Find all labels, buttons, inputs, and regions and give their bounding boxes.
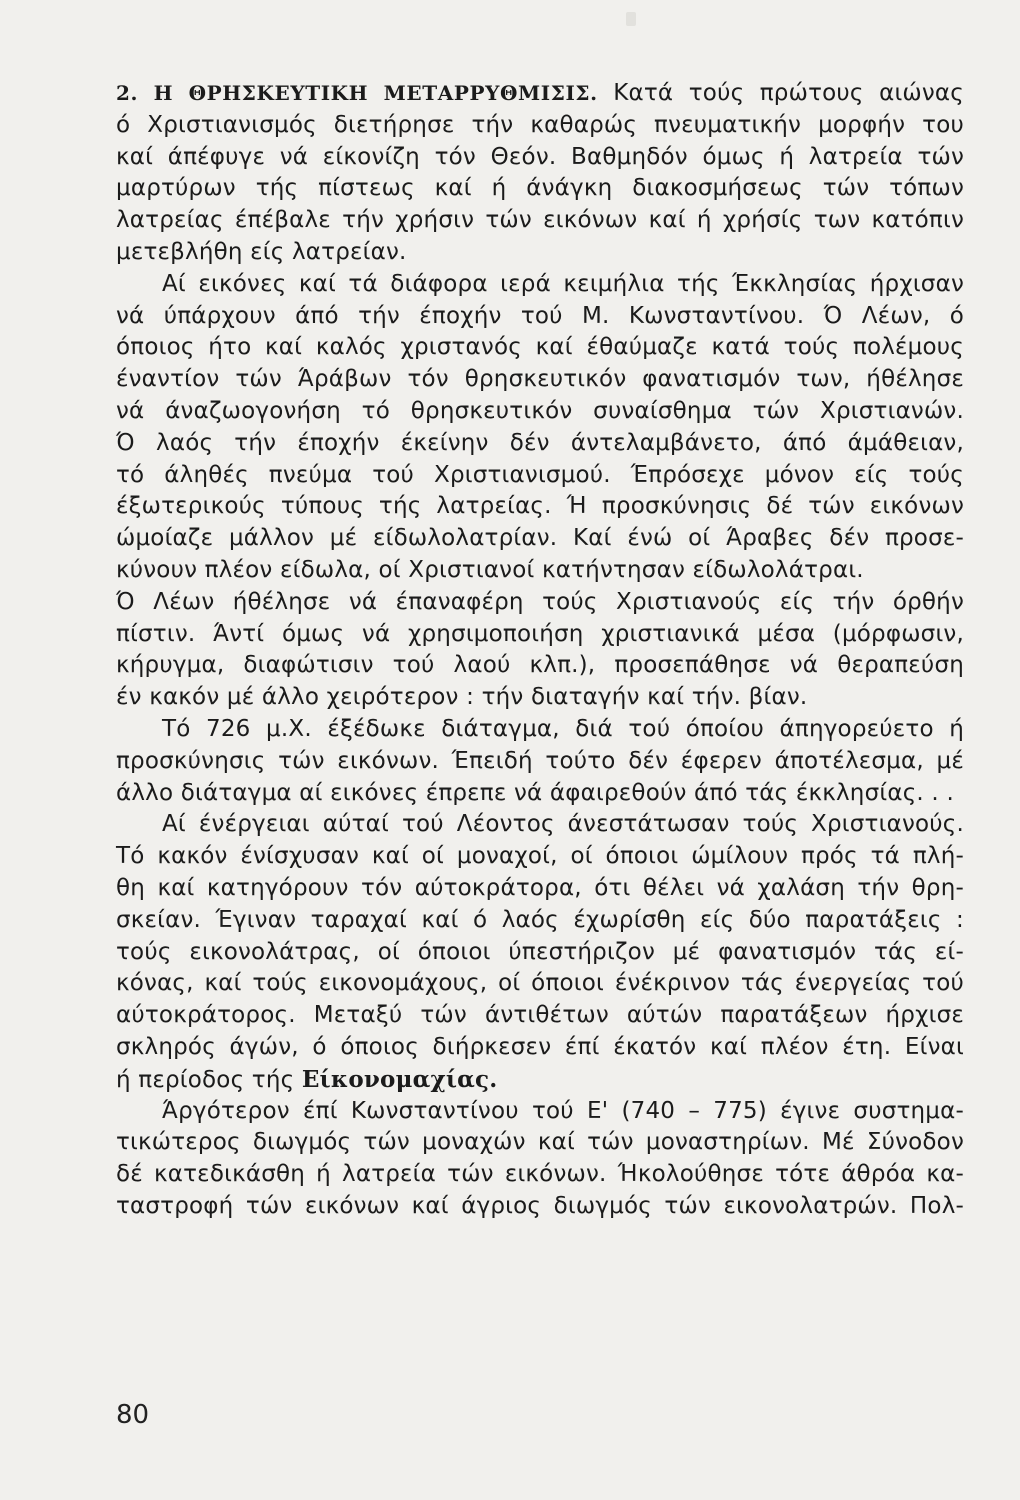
paragraph-2: [116, 269, 964, 587]
text-line: τό άληθές πνεύμα τού Χριστιανισμού. Έπρόσεχε μόνον είς τούς: [116, 461, 964, 488]
text-line: έναντίον τών Άράβων τόν θρησκευτικόν φανατισμόν των, ήθέλησε: [116, 366, 964, 393]
text-line: τούς εικονολάτρας, οί όποιοι ύπεστήριζον μέ φανατισμόν τάς εί-: [116, 938, 964, 965]
text-line: έξωτερικούς τύπους τής λατρείας. Ή προσκύνησις δέ τών εικόνων: [116, 493, 964, 520]
text-line: Ό λαός τήν έποχήν έκείνην δέν άντελαμβάνετο, άπό άμάθειαν,: [116, 429, 964, 456]
text-line: νά ύπάρχουν άπό τήν έποχήν τού Μ. Κωνσταντίνου. Ό Λέων, ό: [116, 302, 964, 329]
text-line: Άργότερον έπί Κωνσταντίνου τού Ε' (740 – 775) έγινε συστημα-: [162, 1097, 964, 1124]
text-line: πίστιν. Άντί όμως νά χρησιμοποιήση χριστιανικά μέσα (μόρφωσιν,: [116, 620, 964, 647]
text-line: ώμοίαζε μάλλον μέ είδωλολατρίαν. Καί ένώ οί Άραβες δέν προσε-: [116, 525, 964, 552]
text-line: ταστροφή τών εικόνων καί άγριος διωγμός τών εικονολατρών. Πολ-: [116, 1192, 964, 1219]
scan-speck: [626, 12, 636, 26]
text-line: Τό κακόν ένίσχυσαν καί οί μοναχοί, οί όποιοι ώμίλουν πρός τά πλή-: [116, 843, 964, 870]
text-line: όποιος ήτο καί καλός χριστανός καί έθαύμαζε κατά τούς πολέμους: [116, 334, 964, 361]
text-line: κόνας, καί τούς εικονομάχους, οί όποιοι ένέκρινον τάς ένεργείας τού: [116, 970, 964, 997]
text-line: έν κακόν μέ άλλο χειρότερον : τήν διαταγήν καί τήν. βίαν.: [116, 684, 808, 711]
text-line: [116, 78, 964, 110]
paragraph-3: [116, 587, 964, 714]
text-line: άλλο διάταγμα αί εικόνες έπρεπε νά άφαιρεθούν άπό τάς έκκλησίας. . .: [116, 779, 954, 806]
text-line: σκληρός άγών, ό όποιος διήρκεσεν έπί έκατόν καί πλέον έτη. Είναι: [116, 1033, 964, 1060]
text-line: μετεβλήθη είς λατρείαν.: [116, 238, 407, 265]
bold-term: Είκονομαχίας.: [301, 1065, 498, 1093]
text-line: αύτοκράτορος. Μεταξύ τών άντιθέτων αύτών παρατάξεων ήρχισε: [116, 1002, 964, 1029]
paragraph-5: [116, 809, 964, 1095]
text-line: [116, 1064, 964, 1096]
paragraph-4: [116, 714, 964, 809]
text-line: Ό Λέων ήθέλησε νά έπαναφέρη τούς Χριστιανούς είς τήν όρθήν: [116, 588, 964, 615]
section-number: 2.: [116, 81, 139, 105]
text-line: σκείαν. Έγιναν ταραχαί καί ό λαός έχωρίσθη είς δύο παρατάξεις :: [116, 906, 964, 933]
text-line: κύνουν πλέον είδωλα, οί Χριστιανοί κατήντησαν είδωλολάτραι.: [116, 556, 864, 583]
text-line: μαρτύρων τής πίστεως καί ή άνάγκη διακοσμήσεως τών τόπων: [116, 175, 964, 202]
text-line: καί άπέφυγε νά είκονίζη τόν Θεόν. Βαθμηδόν όμως ή λατρεία τών: [116, 143, 964, 170]
text-run: Κατά τούς πρώτους αιώνας: [613, 80, 964, 106]
text-line: λατρείας έπέβαλε τήν χρήσιν τών εικόνων καί ή χρήσίς των κατόπιν: [116, 207, 964, 234]
text-line: Αί εικόνες καί τά διάφορα ιερά κειμήλια τής Έκκλησίας ήρχισαν: [162, 270, 964, 297]
text-line: Αί ένέργειαι αύταί τού Λέοντος άνεστάτωσαν τούς Χριστιανούς.: [162, 811, 964, 838]
section-heading: Η ΘΡΗΣΚΕΥΤΙΚΗ ΜΕΤΑΡΡΥΘΜΙΣΙΣ.: [153, 81, 598, 105]
paragraph-1: [116, 78, 964, 269]
text-line: κήρυγμα, διαφώτισιν τού λαού κλπ.), προσεπάθησε νά θεραπεύση: [116, 652, 964, 679]
text-line: θη καί κατηγόρουν τόν αύτοκράτορα, ότι θέλει νά χαλάση τήν θρη-: [116, 874, 964, 901]
text-line: προσκύνησις τών εικόνων. Έπειδή τούτο δέν έφερεν άποτέλεσμα, μέ: [116, 747, 964, 774]
text-line: τικώτερος διωγμός τών μοναχών καί τών μοναστηρίων. Μέ Σύνοδον: [116, 1129, 964, 1156]
text-line: Τό 726 μ.Χ. έξέδωκε διάταγμα, διά τού όποίου άπηγορεύετο ή: [162, 715, 964, 742]
paragraph-6: [116, 1096, 964, 1223]
text-line: δέ κατεδικάσθη ή λατρεία τών εικόνων. Ήκολούθησε τότε άθρόα κα-: [116, 1161, 964, 1188]
text-line: νά άναζωογονήση τό θρησκευτικόν συναίσθημα τών Χριστιανών.: [116, 397, 964, 424]
page-number: 80: [116, 1400, 150, 1430]
page-body: [116, 78, 964, 1223]
text-line: ό Χριστιανισμός διετήρησε τήν καθαρώς πνευματικήν μορφήν του: [116, 111, 964, 138]
text-run: ή περίοδος τής: [116, 1066, 295, 1093]
